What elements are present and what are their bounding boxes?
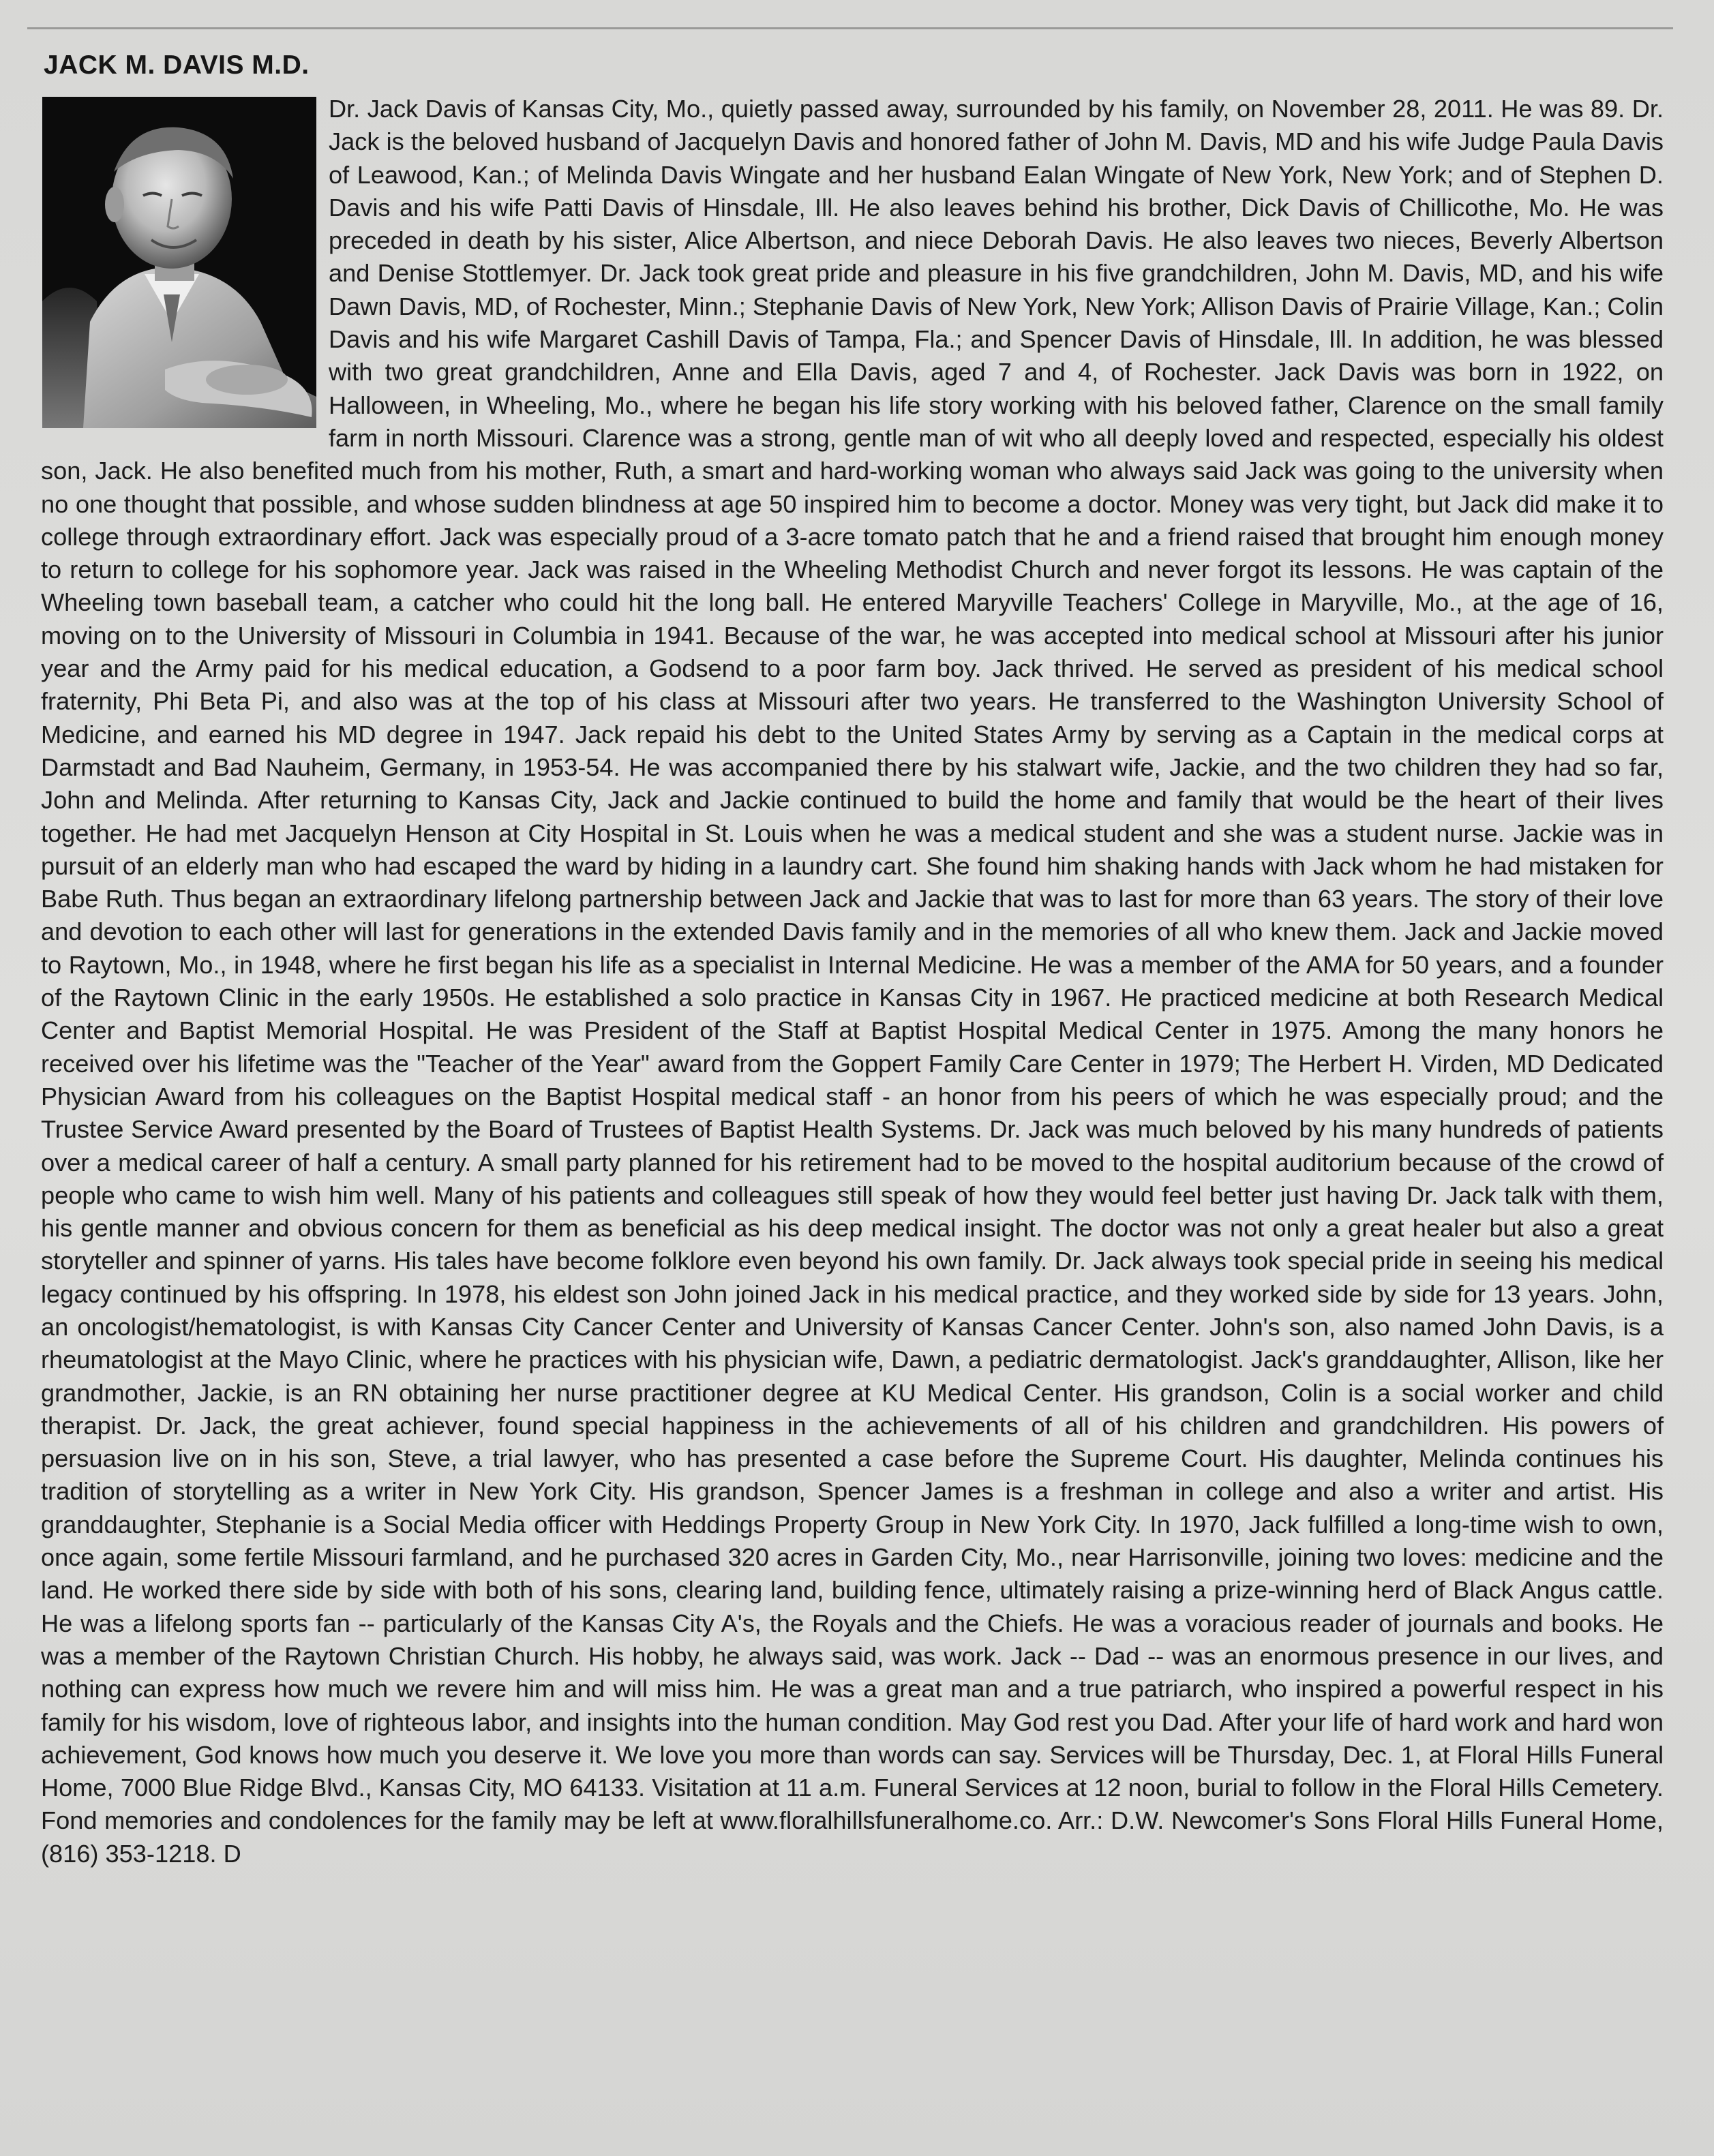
obituary-body [41, 93, 1664, 1870]
obituary-article [41, 44, 1664, 1870]
obituary-title: JACK M. DAVIS M.D. [44, 50, 310, 80]
obituary-text: Dr. Jack Davis of Kansas City, Mo., quietly passed away, surrounded by his family, on November 28, 2011. He was 89. Dr. Jack is the beloved husband of Jacquelyn Davis and honored father of John M. Davis, MD and his wife Judge Paula Davis of Leawood, Kan.; of Melinda Davis Wingate and her husband Ealan Wingate of New York, New York; and of Stephen D. Davis and his wife Patti Davis of Hinsdale, Ill. He also leaves behind his brother, Dick Davis of Chillicothe, Mo. He was preceded in death by his sister, Alice Albertson, and niece Deborah Davis. He also leaves two nieces, Beverly Albertson and Denise Stottlemyer. Dr. Jack took great pride and pleasure in his five grandchildren, John M. Davis, MD, and his wife Dawn Davis, MD, of Rochester, Minn.; Stephanie Davis of New York, New York; Allison Davis of Prairie Village, Kan.; Colin Davis and his wife Margaret Cashill Davis of Tampa, Fla.; and Spencer Davis of Hinsdale, Ill. In addition, he was blessed with two great grandchildren, Anne and Ella Davis, aged 7 and 4, of Rochester. Jack Davis was born in 1922, on Halloween, in Wheeling, Mo., where he began his life story working with his beloved father, Clarence on the small family farm in north Missouri. Clarence was a strong, gentle man of wit who all deeply loved and respected, especially his oldest son, Jack. He also benefited much from his mother, Ruth, a smart and hard-working woman who always said Jack was going to the university when no one thought that possible, and whose sudden blindness at age 50 inspired him to become a doctor. Money was very tight, but Jack did make it to college through extraordinary effort. Jack was especially proud of a 3-acre tomato patch that he and a friend raised that brought him enough money to return to college for his sophomore year. Jack was raised in the Wheeling Methodist Church and never forgot its lessons. He was captain of the Wheeling town baseball team, a catcher who could hit the long ball. He entered Maryville Teachers' College in Maryville, Mo., at the age of 16, moving on to the University of Missouri in Columbia in 1941. Because of the war, he was accepted into medical school at Missouri after his junior year and the Army paid for his medical education, a Godsend to a poor farm boy. Jack thrived. He served as president of his medical school fraternity, Phi Beta Pi, and also was at the top of his class at Missouri after two years. He transferred to the Washington University School of Medicine, and earned his MD degree in 1947. Jack repaid his debt to the United States Army by serving as a Captain in the medical corps at Darmstadt and Bad Nauheim, Germany, in 1953-54. He was accompanied there by his stalwart wife, Jackie, and the two children they had so far, John and Melinda. After returning to Kansas City, Jack and Jackie continued to build the home and family that would be the heart of their lives together. He had met Jacquelyn Henson at City Hospital in St. Louis when he was a medical student and she was a student nurse. Jackie was in pursuit of an elderly man who had escaped the ward by hiding in a laundry cart. She found him shaking hands with Jack whom he had mistaken for Babe Ruth. Thus began an extraordinary lifelong partnership between Jack and Jackie that was to last for more than 63 years. The story of their love and devotion to each other will last for generations in the extended Davis family and in the memories of all who knew them. Jack and Jackie moved to Raytown, Mo., in 1948, where he first began his life as a specialist in Internal Medicine. He was a member of the AMA for 50 years, and a founder of the Raytown Clinic in the early 1950s. He established a solo practice in Kansas City in 1967. He practiced medicine at both Research Medical Center and Baptist Memorial Hospital. He was President of the Staff at Baptist Hospital Medical Center in 1975. Among the many honors he received over his lifetime was the "Teacher of the Year" award from the Goppert Family Care Center in 1979; The Herbert H. Virden, MD Dedicated Physician Award from his colleagues on the Baptist Hospital medical staff - an honor from his peers of which he was especially proud; and the Trustee Service Award presented by the Board of Trustees of Baptist Health Systems. Dr. Jack was much beloved by his many hundreds of patients over a medical career of half a century. A small party planned for his retirement had to be moved to the hospital auditorium because of the crowd of people who came to wish him well. Many of his patients and colleagues still speak of how they would feel better just having Dr. Jack talk with them, his gentle manner and obvious concern for them as beneficial as his deep medical insight. The doctor was not only a great healer but also a great storyteller and spinner of yarns. His tales have become folklore even beyond his own family. Dr. Jack always took special pride in seeing his medical legacy continued by his offspring. In 1978, his eldest son John joined Jack in his medical practice, and they worked side by side for 13 years. John, an oncologist/hematologist, is with Kansas City Cancer Center and University of Kansas Cancer Center. John's son, also named John Davis, is a rheumatologist at the Mayo Clinic, where he practices with his physician wife, Dawn, a pediatric dermatologist. Jack's granddaughter, Allison, like her grandmother, Jackie, is an RN obtaining her nurse practitioner degree at KU Medical Center. His grandson, Colin is a social worker and child therapist. Dr. Jack, the great achiever, found special happiness in the achievements of all of his children and grandchildren. His powers of persuasion live on in his son, Steve, a trial lawyer, who has presented a case before the Supreme Court. His daughter, Melinda continues his tradition of storytelling as a writer in New York City. His grandson, Spencer James is a freshman in college and also a writer and artist. His granddaughter, Stephanie is a Social Media officer with Heddings Property Group in New York City. In 1970, Jack fulfilled a long-time wish to own, once again, some fertile Missouri farmland, and he purchased 320 acres in Garden City, Mo., near Harrisonville, joining two loves: medicine and the land. He worked there side by side with both of his sons, clearing land, building fence, ultimately raising a prize-winning herd of Black Angus cattle. He was a lifelong sports fan -- particularly of the Kansas City A's, the Royals and the Chiefs. He was a voracious reader of journals and books. He was a member of the Raytown Christian Church. His hobby, he always said, was work. Jack -- Dad -- was an enormous presence in our lives, and nothing can express how much we revere him and will miss him. He was a great man and a true patriarch, who inspired a powerful respect in his family for his wisdom, love of righteous labor, and insights into the human condition. May God rest you Dad. After your life of hard work and hard won achievement, God knows how much you deserve it. We love you more than words can say. Services will be Thursday, Dec. 1, at Floral Hills Funeral Home, 7000 Blue Ridge Blvd., Kansas City, MO 64133. Visitation at 11 a.m. Funeral Services at 12 noon, burial to follow in the Floral Hills Cemetery. Fond memories and condolences for the family may be left at www.floralhillsfuneralhome.co. Arr.: D.W. Newcomer's Sons Floral Hills Funeral Home, (816) 353-1218. D [41, 95, 1664, 1868]
top-divider [27, 27, 1673, 29]
portrait-photo [42, 97, 316, 428]
